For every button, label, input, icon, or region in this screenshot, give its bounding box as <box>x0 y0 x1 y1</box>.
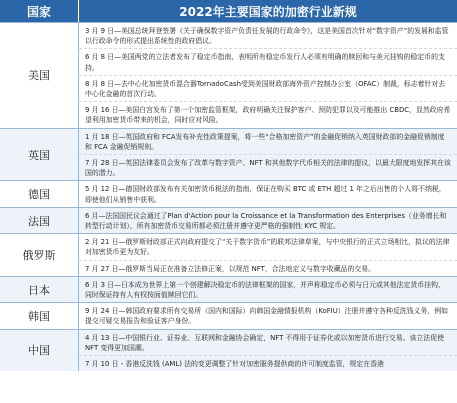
entries-cell <box>79 23 457 128</box>
regulation-entry: 2 月 21 日—俄罗斯财政部正式向政府提交了“关于数字货币”的联邦法律草案，与中央银行的正式立场相比，拟议的法律对加密货币更为友好。 <box>79 234 457 260</box>
entries-cell <box>79 277 457 302</box>
entries-cell <box>79 303 457 328</box>
row-usa <box>0 22 457 128</box>
row-france <box>0 207 457 233</box>
regulation-entry: 9 月 24 日—韩国政府要求所有交易所（国内和国际）向韩国金融情报机构（KoFIU）注册并遵守各种反洗钱义务，例如提交可疑交易报告和验证客户身份。 <box>85 307 449 326</box>
row-russia <box>0 233 457 276</box>
entries-cell <box>79 330 457 372</box>
country-cell: 俄罗斯 <box>0 234 79 276</box>
entries-cell <box>79 181 457 206</box>
country-cell: 德国 <box>0 181 79 206</box>
table-title: 2022年主要国家的加密行业新规 <box>179 4 357 19</box>
regulation-entry: 8 月 8 日—去中心化加密货币混合器TornadoCash受到美国财政部海外资产控制办公室（OFAC）制裁，标志着针对去中心化金融的首次行动。 <box>79 76 457 102</box>
country-cell: 日本 <box>0 277 79 302</box>
country-cell: 法国 <box>0 208 79 233</box>
country-cell: 韩国 <box>0 303 79 328</box>
regulation-entry: 1 月 18 日—英国政府和 FCA发布补充性政策提案，将一些“合格加密资产”的金融促销纳入英国财政部的金融促销制度和 FCA 金融促销规则。 <box>79 129 457 155</box>
country-column-header: 国家 <box>0 0 79 22</box>
entries-cell <box>79 234 457 276</box>
regulation-entry: 6 月—法国国民议会通过了Plan d'Action pour la Croissance et la Transformation des Enterprises（业务增长和转型行动计划），所有加密货币交易所都必须注册并遵守更严格的强制性 KYC 规定。 <box>85 211 447 231</box>
regulation-entry: 6 月 3 日—日本成为世界上第一个创建解决稳定币的法律框架的国家，并声称稳定币必须与日元或其他法定货币挂钩，同时保证持有人有权按面值赎回它们。 <box>85 280 445 300</box>
regulation-entry: 4 月 13 日—中国银行业、证券业、互联网和金融协会确定，NFT 不得用于证券化或以加密货币进行交易。该立法促使 NFT 变得更加国潮。 <box>79 330 457 356</box>
entries-cell <box>79 129 457 181</box>
regulation-entry: 7 月 28 日—英国法律委员会发布了改革与数字资产、NFT 和其他数字代币相关的法律的提议，以最大限度地发挥其在该国的潜力。 <box>85 159 451 178</box>
row-uk <box>0 128 457 181</box>
regulation-entry: 7 月 27 日—俄罗斯当局正在准备立法修正案，以规范 NFT，合法地定义与数字收藏品的交易。 <box>85 264 376 273</box>
regulation-entry: 9 月 16 日—美国白宫发布了第一个加密监管框架，政府明确关注保护客户、预防犯罪以及可能推出 CBDC，显然政府希望利用加密货币带来的机会，同时应对风险。 <box>85 106 451 125</box>
table-header <box>0 0 457 22</box>
row-germany <box>0 180 457 206</box>
row-japan <box>0 276 457 302</box>
row-china <box>0 329 457 372</box>
regulation-entry: 3 月 9 日—美国总统拜登签署《关于确保数字资产负责任发展的行政命令》，这是美国首次针对“数字资产”的发展和监管以行政命令的形式提出系统性的政府倡议。 <box>79 23 457 49</box>
regulation-entry: 6 月 8 日—美国两党的立法者发布了稳定币指南，表明所有稳定币发行人必须有明确的赎回和与美元挂钩的稳定币的支持。 <box>79 49 457 75</box>
regulation-entry: 5 月 12 日—德国财政部发布有关加密货币税法的指南，保证在购买 BTC 或 ETH 超过 1 年之后出售的个人将不纳税，即使他们从销售中获利。 <box>85 185 446 204</box>
entries-cell <box>79 208 457 233</box>
country-cell: 英国 <box>0 129 79 181</box>
country-cell: 美国 <box>0 23 79 128</box>
regulation-entry: 7 月 10 日 - 香港反洗钱 (AML) 法的变更调整了针对加密服务提供商的许可制度监管，规定在香港 <box>85 360 384 369</box>
row-korea <box>0 302 457 328</box>
country-cell: 中国 <box>0 330 79 372</box>
